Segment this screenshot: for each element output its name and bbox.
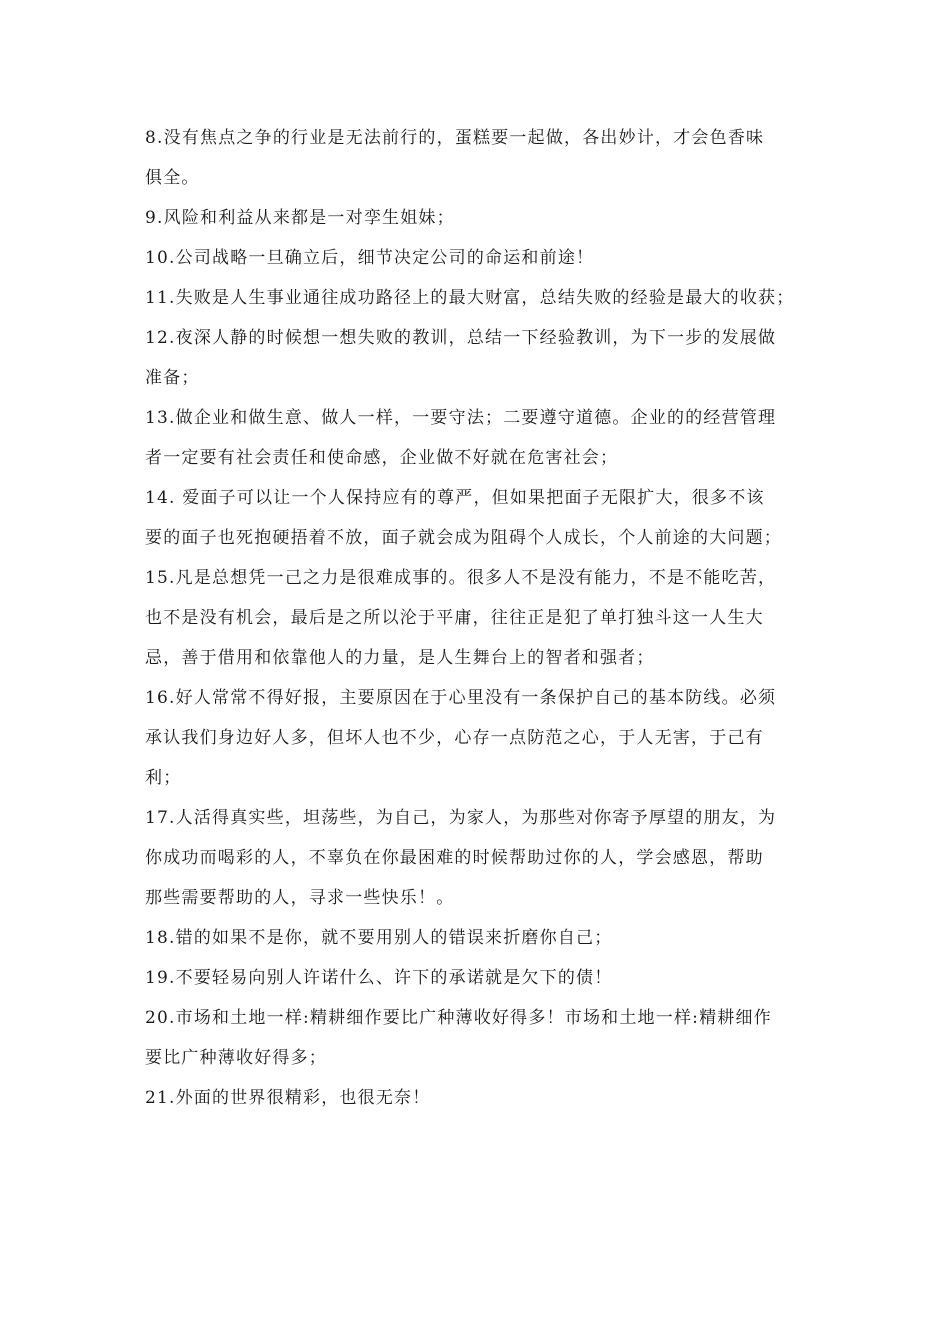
text-line: 忌，善于借用和依靠他人的力量，是人生舞台上的智者和强者； — [145, 648, 655, 668]
text-line: 10.公司战略一旦确立后，细节决定公司的命运和前途！ — [145, 248, 595, 268]
text-line: 14. 爱面子可以让一个人保持应有的尊严，但如果把面子无限扩大，很多不该 — [145, 488, 765, 508]
text-line: 承认我们身边好人多，但坏人也不少，心存一点防范之心，于人无害，于己有 — [145, 728, 764, 748]
text-line: 也不是没有机会，最后是之所以沦于平庸，往往正是犯了单打独斗这一人生大 — [145, 608, 764, 628]
text-line: 你成功而喝彩的人，不辜负在你最困难的时候帮助过你的人，学会感恩，帮助 — [145, 848, 764, 868]
text-line: 俱全。 — [145, 168, 200, 188]
text-line: 准备； — [145, 368, 200, 388]
text-line: 19.不要轻易向别人许诺什么、许下的承诺就是欠下的债！ — [145, 968, 613, 988]
text-line: 要比广种薄收好得多； — [145, 1048, 327, 1068]
document-body — [145, 118, 817, 1118]
text-line: 16.好人常常不得好报，主要原因在于心里没有一条保护自己的基本防线。必须 — [145, 688, 777, 708]
text-line: 13.做企业和做生意、做人一样，一要守法；二要遵守道德。企业的的经营管理 — [145, 408, 777, 428]
text-line: 要的面子也死抱硬捂着不放，面子就会成为阻碍个人成长，个人前途的大问题； — [145, 528, 782, 548]
text-line: 利； — [145, 768, 182, 788]
text-line: 12.夜深人静的时候想一想失败的教训，总结一下经验教训，为下一步的发展做 — [145, 328, 777, 348]
text-line: 者一定要有社会责任和使命感，企业做不好就在危害社会； — [145, 448, 619, 468]
text-line: 15.凡是总想凭一己之力是很难成事的。很多人不是没有能力，不是不能吃苦， — [145, 568, 777, 588]
text-line: 11.失败是人生事业通往成功路径上的最大财富，总结失败的经验是最大的收获； — [145, 288, 795, 308]
text-line: 18.错的如果不是你，就不要用别人的错误来折磨你自己； — [145, 928, 613, 948]
text-line: 9.风险和利益从来都是一对孪生姐妹； — [145, 208, 455, 228]
text-line: 那些需要帮助的人，寻求一些快乐！。 — [145, 888, 455, 908]
text-line: 17.人活得真实些，坦荡些，为自己，为家人，为那些对你寄予厚望的朋友，为 — [145, 808, 777, 828]
text-line: 8.没有焦点之争的行业是无法前行的，蛋糕要一起做，各出妙计，才会色香味 — [145, 128, 765, 148]
text-line: 21.外面的世界很精彩，也很无奈！ — [145, 1088, 431, 1108]
text-line: 20.市场和土地一样:精耕细作要比广种薄收好得多！市场和土地一样:精耕细作 — [145, 1008, 772, 1028]
